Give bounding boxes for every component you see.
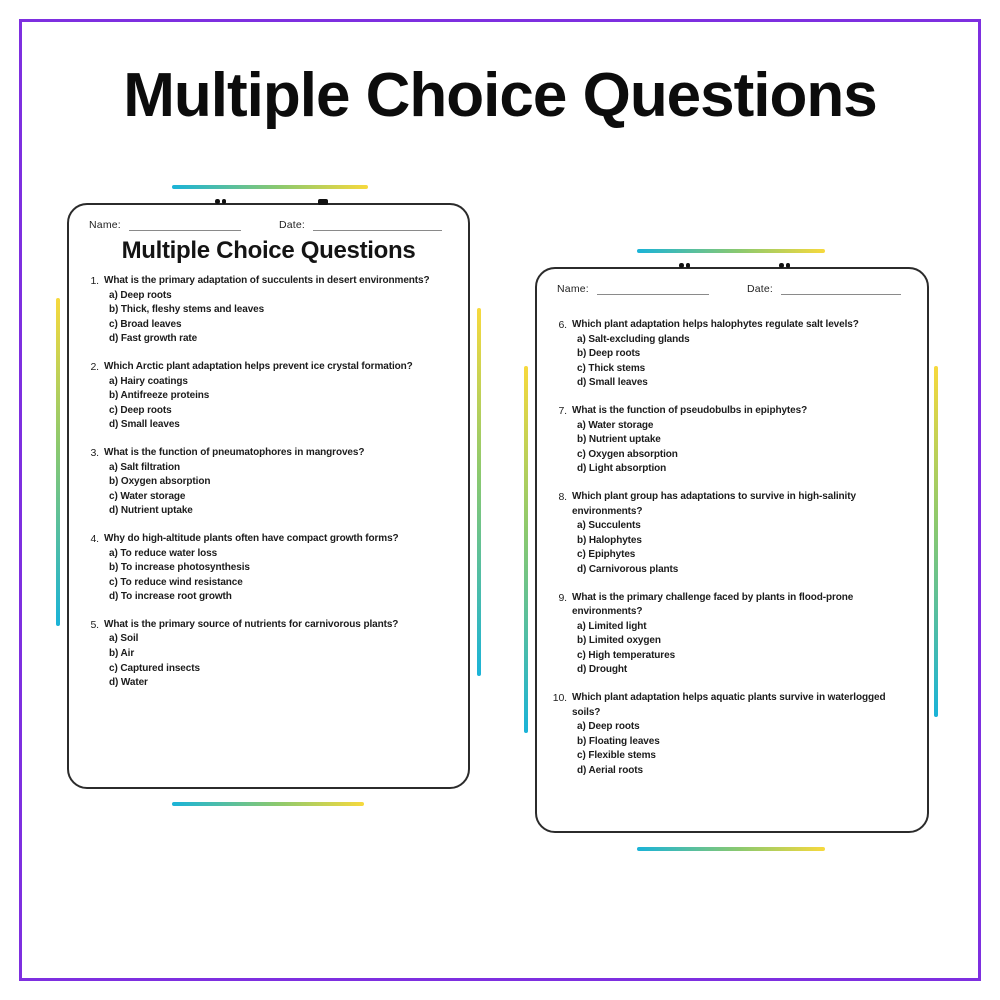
- answer-option: b) Nutrient uptake: [577, 434, 661, 446]
- answer-option: d) Light absorption: [577, 463, 667, 475]
- answer-option: a) Limited light: [577, 620, 647, 632]
- answer-option: a) Water storage: [577, 419, 654, 431]
- name-label: Name:: [89, 219, 121, 231]
- answer-option: d) Small leaves: [109, 419, 180, 431]
- question-item: [83, 360, 454, 433]
- question-text: What is the function of pseudobulbs in epiphytes?: [572, 404, 808, 416]
- date-input-line[interactable]: [313, 218, 442, 231]
- question-body: [104, 532, 454, 605]
- answer-option: d) Small leaves: [577, 377, 648, 389]
- card2-questions: [549, 318, 915, 779]
- binder-dots-icon: [679, 263, 690, 268]
- answer-option: c) Thick stems: [577, 362, 646, 374]
- question-number: 7.: [558, 404, 567, 417]
- date-label: Date:: [278, 219, 306, 231]
- question-body: [572, 691, 913, 779]
- answer-option: b) Oxygen absorption: [109, 476, 211, 488]
- answer-option: b) Halophytes: [577, 534, 642, 546]
- answer-option: a) Hairy coatings: [109, 375, 188, 387]
- name-input-line[interactable]: [129, 218, 241, 231]
- question-item: [551, 318, 913, 391]
- accent-line-top-card1: [172, 185, 368, 189]
- question-body: [572, 591, 913, 679]
- question-text: Which Arctic plant adaptation helps prevent ice crystal formation?: [104, 360, 413, 372]
- question-body: [572, 404, 913, 477]
- question-item: [551, 591, 913, 679]
- page-title: Multiple Choice Questions: [123, 61, 877, 130]
- question-item: [83, 274, 454, 347]
- date-input-line[interactable]: [781, 282, 901, 295]
- worksheet-card-1: [67, 203, 470, 789]
- question-number: 4.: [90, 532, 99, 545]
- answer-option: d) Drought: [577, 664, 628, 676]
- question-body: [104, 360, 454, 433]
- answer-option: a) Salt-excluding glands: [577, 333, 690, 345]
- question-item: [83, 618, 454, 691]
- answer-option: b) Antifreeze proteins: [109, 390, 210, 402]
- answer-option: d) Fast growth rate: [109, 333, 198, 345]
- answer-option: b) Deep roots: [577, 348, 641, 360]
- question-body: [104, 446, 454, 519]
- accent-line-right-card1: [477, 308, 481, 676]
- answer-option: c) Flexible stems: [577, 750, 656, 762]
- question-body: [104, 618, 454, 691]
- answer-option: a) Soil: [109, 633, 139, 645]
- answer-option: a) Deep roots: [109, 289, 172, 301]
- question-text: What is the primary source of nutrients for carnivorous plants?: [104, 618, 399, 630]
- question-item: [83, 532, 454, 605]
- accent-line-bottom-card1: [172, 802, 364, 806]
- answer-option: c) Oxygen absorption: [577, 448, 678, 460]
- answer-option: d) To increase root growth: [109, 591, 232, 603]
- name-date-row: [549, 282, 915, 295]
- answer-option: a) Salt filtration: [109, 461, 180, 473]
- answer-option: b) Limited oxygen: [577, 635, 661, 647]
- question-text: Why do high-altitude plants often have compact growth forms?: [104, 532, 399, 544]
- question-body: [104, 274, 454, 347]
- answer-option: a) To reduce water loss: [109, 547, 218, 559]
- question-item: [551, 404, 913, 477]
- question-number: 1.: [90, 275, 99, 287]
- name-input-line[interactable]: [597, 282, 709, 295]
- binder-dots-icon: [779, 263, 790, 268]
- answer-option: c) Broad leaves: [109, 318, 182, 330]
- binder-dots-icon: [215, 199, 226, 204]
- accent-line-bottom-card2: [637, 847, 825, 851]
- question-number: 8.: [558, 490, 567, 503]
- answer-option: d) Water: [109, 677, 148, 689]
- answer-option: c) Captured insects: [109, 662, 200, 674]
- name-date-row: [81, 218, 456, 231]
- answer-option: d) Aerial roots: [577, 765, 643, 777]
- card-title: Multiple Choice Questions: [121, 237, 416, 264]
- answer-option: b) Floating leaves: [577, 735, 660, 747]
- question-text: Which plant adaptation helps halophytes regulate salt levels?: [572, 319, 859, 330]
- answer-option: c) To reduce wind resistance: [109, 576, 243, 588]
- answer-option: d) Carnivorous plants: [577, 563, 679, 575]
- answer-option: c) Water storage: [109, 490, 186, 502]
- answer-option: c) Deep roots: [109, 404, 172, 416]
- answer-option: b) Thick, fleshy stems and leaves: [109, 304, 265, 316]
- question-text: What is the primary adaptation of succulents in desert environments?: [104, 275, 430, 286]
- card1-questions: [81, 274, 456, 691]
- answer-option: d) Nutrient uptake: [109, 505, 193, 517]
- question-number: 10.: [552, 692, 567, 705]
- question-body: [572, 318, 913, 391]
- question-number: 5.: [90, 618, 99, 631]
- answer-option: c) Epiphytes: [577, 549, 636, 561]
- date-label: Date:: [746, 283, 774, 295]
- answer-option: c) High temperatures: [577, 649, 676, 661]
- question-text: What is the primary challenge faced by plants in flood-prone environments?: [572, 591, 854, 618]
- worksheet-card-2: [535, 267, 929, 833]
- accent-line-right-card2: [934, 366, 938, 717]
- question-text: What is the function of pneumatophores in mangroves?: [104, 446, 365, 458]
- question-body: [572, 490, 913, 578]
- name-label: Name:: [557, 283, 589, 295]
- binder-clip-icon: [318, 199, 328, 205]
- answer-option: a) Succulents: [577, 520, 641, 532]
- answer-option: b) To increase photosynthesis: [109, 562, 250, 574]
- question-item: [83, 446, 454, 519]
- accent-line-top-card2: [637, 249, 825, 253]
- question-number: 6.: [558, 319, 567, 331]
- question-item: [551, 691, 913, 779]
- question-text: Which plant adaptation helps aquatic plants survive in waterlogged soils?: [572, 692, 886, 718]
- question-number: 3.: [90, 446, 99, 459]
- question-text: Which plant group has adaptations to survive in high-salinity environments?: [572, 490, 856, 517]
- answer-option: a) Deep roots: [577, 721, 640, 733]
- accent-line-left-card2: [524, 366, 528, 733]
- question-item: [551, 490, 913, 578]
- accent-line-left-card1: [56, 298, 60, 626]
- question-number: 9.: [558, 591, 567, 604]
- question-number: 2.: [90, 360, 99, 373]
- answer-option: b) Air: [109, 648, 135, 660]
